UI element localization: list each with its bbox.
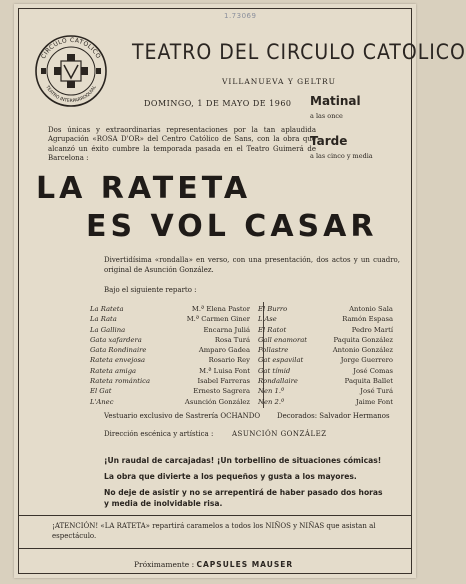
cast-role: El Gat [90, 387, 112, 396]
cast-role: Rondallaire [258, 377, 298, 386]
cast-row [90, 397, 250, 407]
cast-actor: Rosario Rey [208, 356, 250, 365]
cast-row [258, 376, 393, 386]
cast-role: Rateta envejosa [90, 356, 146, 365]
cast-role: Rateta amiga [90, 366, 137, 375]
cast-role: La Gallina [90, 325, 126, 334]
session-matinal-time: a las once [310, 112, 343, 120]
play-title-line-2: ES VOL CASAR [86, 209, 378, 244]
theatre-title: TEATRO DEL CIRCULO CATOLICO [132, 40, 466, 64]
cast-actor: Encarna Juliá [203, 325, 250, 334]
cast-intro: Bajo el siguiente reparto : [104, 286, 197, 294]
cast-row [90, 376, 250, 386]
cast-row [90, 314, 250, 324]
cast-list-left [90, 304, 250, 407]
cast-actor: Isabel Farreras [197, 377, 250, 386]
cast-actor: Asunción González [184, 397, 250, 406]
cast-role: Nen 1.º [258, 387, 285, 396]
cast-actor: José Turá [360, 387, 393, 396]
playbill-sheet [14, 4, 466, 578]
cast-actor: Paquita Ballet [344, 377, 393, 386]
cast-role: Gat tímid [258, 366, 291, 375]
cast-role: L'Anec [90, 397, 114, 406]
cast-actor: M.ª Luisa Font [199, 366, 250, 375]
slogan-attend: No deje de asistir y no se arrepentirá de haber pasado dos horas [104, 488, 383, 497]
performance-date: DOMINGO, 1 DE MAYO DE 1960 [144, 99, 292, 108]
svg-text:TEATRO INTERPARROQUIAL: TEATRO INTERPARROQUIAL [44, 85, 98, 105]
cast-row [90, 386, 250, 396]
cast-actor: Paquita González [333, 335, 393, 344]
session-matinal-label: Matinal [310, 94, 361, 108]
cast-role: El Ratot [258, 325, 287, 334]
cast-role: Rateta romántica [90, 377, 151, 386]
cast-role: Gata xafardera [90, 335, 142, 344]
intro-paragraph: Dos únicas y extraordinarias representaciones por la tan aplaudida Agrupación «ROSA D'OR» del Centro Católico de Sans, con la obra que alcanzó un éxito cumbre la temporada pasada en el Teatro Guimerá de Barcelona : [48, 126, 316, 162]
upcoming-show [134, 560, 293, 569]
cast-actor: Rosa Turá [214, 335, 250, 344]
cast-role: Gata Rondinaire [90, 346, 147, 355]
cast-row [90, 304, 250, 314]
cast-actor: José Comas [353, 366, 393, 375]
slogan-attend-cont: y media de inolvidable risa. [104, 499, 223, 508]
cast-actor: Ramón Espasa [342, 315, 393, 324]
town-subtitle: VILLANUEVA Y GELTRU [222, 77, 336, 86]
cast-row [90, 355, 250, 365]
cast-actor: Antonio González [332, 346, 393, 355]
slogan-audience: La obra que divierte a los pequeños y gusta a los mayores. [104, 472, 357, 481]
cast-row [258, 386, 393, 396]
cast-actor: Antonio Sala [349, 305, 393, 313]
cast-role: Pollastre [258, 346, 289, 355]
cast-actor: Jorge Guerrero [340, 356, 393, 365]
cast-row [90, 366, 250, 376]
cast-row [258, 366, 393, 376]
upcoming-title: CAPSULES MAUSER [196, 560, 294, 569]
cast-role: La Rateta [90, 305, 124, 313]
archive-reference: 1.73069 [224, 12, 257, 20]
cast-row [258, 345, 393, 355]
cast-actor: Pedro Martí [351, 325, 393, 334]
slogan-laughs: ¡Un raudal de carcajadas! ¡Un torbellino de situaciones cómicas! [104, 456, 382, 465]
cast-row [258, 397, 393, 407]
cast-row [90, 335, 250, 345]
cast-actor: M.ª Elena Pastor [191, 305, 250, 313]
cast-actor: M.ª Carmen Giner [186, 315, 250, 324]
cast-row [258, 335, 393, 345]
direction-label: Dirección escénica y artística : [104, 430, 214, 438]
cast-role: Nen 2.º [258, 397, 285, 406]
cast-row [258, 314, 393, 324]
cast-role: El Burro [258, 305, 288, 313]
candy-notice: ¡ATENCIÓN! «LA RATETA» repartirá caramelos a todos los NIÑOS y NIÑAS que asistan al espectáculo. [52, 522, 376, 540]
cast-actor: Jaime Font [355, 397, 393, 406]
divider-line [19, 515, 411, 516]
cast-role: L'Ase [258, 315, 277, 324]
cast-role: Gall enamorat [258, 335, 308, 344]
cast-row [258, 355, 393, 365]
cast-row [258, 325, 393, 335]
director-name: ASUNCIÓN GONZÁLEZ [232, 430, 327, 438]
circulo-catolico-seal-icon [34, 34, 108, 108]
cast-row [90, 345, 250, 355]
cast-row [90, 325, 250, 335]
cast-role: La Rata [90, 315, 117, 324]
session-tarde-time: a las cinco y media [310, 152, 373, 160]
cast-actor: Amparo Gadea [198, 346, 250, 355]
upcoming-label: Próximamente : [134, 560, 195, 569]
cast-list-right [258, 304, 393, 407]
svg-text:CIRCULO CATOLICO: CIRCULO CATOLICO [40, 36, 102, 61]
play-description: Divertidísima «rondalla» en verso, con una presentación, dos actos y un cuadro, original de Asunción González. [104, 256, 400, 274]
divider-line-2 [19, 548, 411, 549]
session-tarde-label: Tarde [310, 134, 348, 148]
sets-credit: Decorados: Salvador Hermanos [277, 412, 390, 420]
wardrobe-credit: Vestuario exclusivo de Sastrería OCHANDO [104, 412, 261, 420]
cast-actor: Ernesto Sagrera [193, 387, 250, 396]
cast-row [258, 304, 393, 314]
cast-role: Gat espavilat [258, 356, 304, 365]
play-title-line-1: LA RATETA [36, 171, 252, 206]
